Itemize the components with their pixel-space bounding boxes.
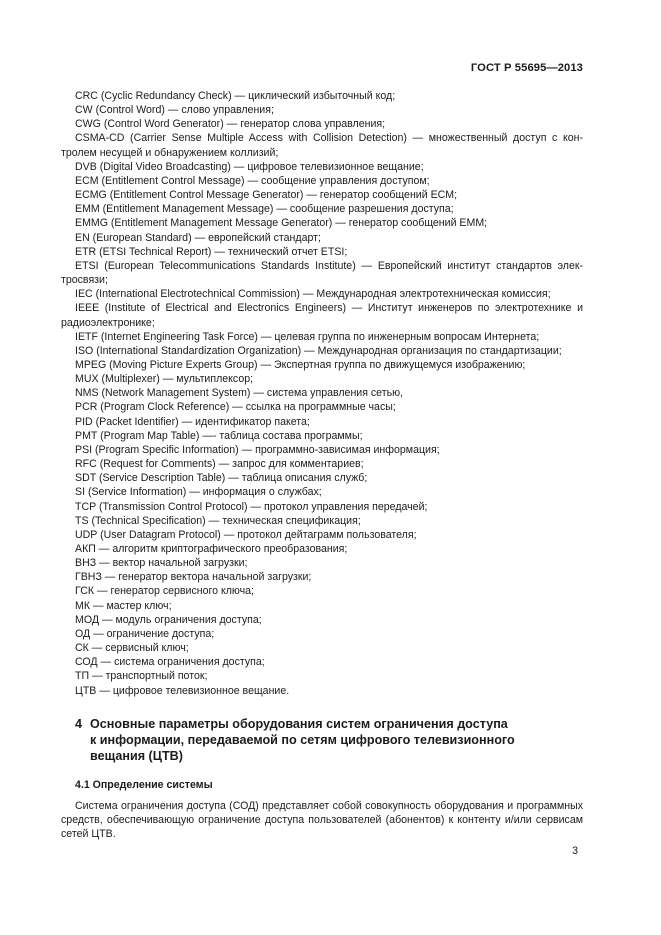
body-paragraph: Система ограничения доступа (СОД) представляет собой совокупность оборудования и программных средств, обеспечивающую ограничение доступа пользователей (абонентов) к контенту и/или сервисам сетей ЦТВ. — [61, 800, 583, 841]
abbreviation-item: СК — сервисный ключ; — [75, 642, 189, 655]
abbreviation-item: ETSI (European Telecommunications Standards Institute) — Европейский институт стандартов электросвязи; — [61, 259, 583, 287]
abbreviation-item: EN (European Standard) — европейский стандарт; — [75, 231, 321, 244]
abbreviation-item: IEEE (Institute of Electrical and Electronics Engineers) — Институт инженеров по электротехнике и радиоэлектронике; — [61, 302, 583, 329]
section-number: 4 — [75, 717, 83, 731]
abbreviation-item: ВНЗ — вектор начальной загрузки; — [75, 557, 248, 570]
section-title-line: к информации, передаваемой по сетям цифрового телевизионного — [90, 733, 515, 747]
abbreviation-item: PSI (Program Specific Information) — программно-зависимая информация; — [75, 443, 440, 456]
abbreviation-item: МОД — модуль ограничения доступа; — [75, 613, 262, 626]
subsection-heading: 4.1 Определение системы — [75, 779, 213, 791]
abbreviation-item: UDP (User Datagram Protocol) — протокол дейтаграмм пользователя; — [75, 528, 417, 541]
abbreviation-item: MPEG (Moving Picture Experts Group) — Экспертная группа по движущемуся изображению; — [75, 358, 526, 371]
abbreviation-item: IEC (International Electrotechnical Commission) — Международная электротехническая комиссия; — [75, 288, 551, 301]
abbreviation-item: EMMG (Entitlement Management Message Generator) — генератор сообщений EMM; — [75, 217, 488, 230]
abbreviation-item: ETR (ETSI Technical Report) — технический отчет ETSI; — [75, 245, 348, 258]
abbreviation-item: PID (Packet Identifier) — идентификатор пакета; — [75, 415, 310, 428]
abbreviation-item: ГСК — генератор сервисного ключа; — [75, 585, 254, 598]
abbreviation-item: TS (Technical Specification) — техническая спецификация; — [75, 514, 361, 527]
abbreviations-list — [61, 89, 583, 698]
section-title-line: вещания (ЦТВ) — [90, 749, 183, 763]
abbreviation-item: RFC (Request for Comments) — запрос для комментариев; — [75, 458, 364, 471]
abbreviation-item: PMT (Program Map Table) —- таблица состава программы; — [75, 429, 363, 442]
abbreviation-item: CRC (Cyclic Redundancy Check) — циклический избыточный код; — [75, 90, 396, 102]
abbreviation-item: MUX (Multiplexer) — мультиплексор; — [75, 373, 254, 386]
section-heading — [61, 716, 581, 764]
page-number: 3 — [572, 845, 578, 857]
abbreviation-item: TCP (Transmission Control Protocol) — протокол управления передачей; — [75, 500, 428, 513]
abbreviation-item: АКП — алгоритм криптографического преобразования; — [75, 543, 348, 555]
abbreviation-item: ОД — ограничение доступа; — [75, 627, 215, 640]
abbreviation-item: ГВНЗ — генератор вектора начальной загрузки; — [75, 571, 312, 584]
abbreviation-item: ECMG (Entitlement Control Message Generator) — генератор сообщений ECM; — [75, 189, 458, 202]
abbreviation-item: МК — мастер ключ; — [75, 599, 172, 612]
abbreviation-item: CW (Control Word) — слово управления; — [75, 104, 274, 117]
abbreviation-item: CWG (Control Word Generator) — генератор слова управления; — [75, 118, 386, 131]
abbreviation-item: ECM (Entitlement Control Message) — сообщение управления доступом; — [75, 174, 430, 187]
section-title-line: Основные параметры оборудования систем ограничения доступа — [90, 717, 508, 731]
abbreviation-item: СОД — система ограничения доступа; — [75, 656, 265, 669]
abbreviation-item: ТП — транспортный поток; — [75, 670, 208, 683]
abbreviation-item: CSMA-CD (Carrier Sense Multiple Access with Collision Detection) — множественный доступ с контролем несущей и обнаружением коллизий; — [61, 132, 583, 159]
abbreviation-item: DVB (Digital Video Broadcasting) — цифровое телевизионное вещание; — [75, 160, 424, 173]
abbreviation-item: ЦТВ — цифровое телевизионное вещание. — [75, 684, 290, 697]
abbreviation-item: PCR (Program Clock Reference) — ссылка на программные часы; — [75, 401, 396, 414]
abbreviation-item: EMM (Entitlement Management Message) — сообщение разрешения доступа; — [75, 203, 454, 216]
abbreviation-item: SDT (Service Description Table) — таблица описания служб; — [75, 472, 368, 485]
abbreviation-item: ISO (International Standardization Organization) — Международная организация по стандартизации; — [75, 344, 562, 357]
abbreviation-item: NMS (Network Management System) — система управления сетью, — [75, 387, 403, 400]
document-header-standard-id: ГОСТ Р 55695—2013 — [470, 62, 583, 74]
abbreviation-item: IETF (Internet Engineering Task Force) — целевая группа по инженерным вопросам Интернета; — [75, 330, 540, 343]
abbreviation-item: SI (Service Information) — информация о службах; — [75, 486, 322, 499]
